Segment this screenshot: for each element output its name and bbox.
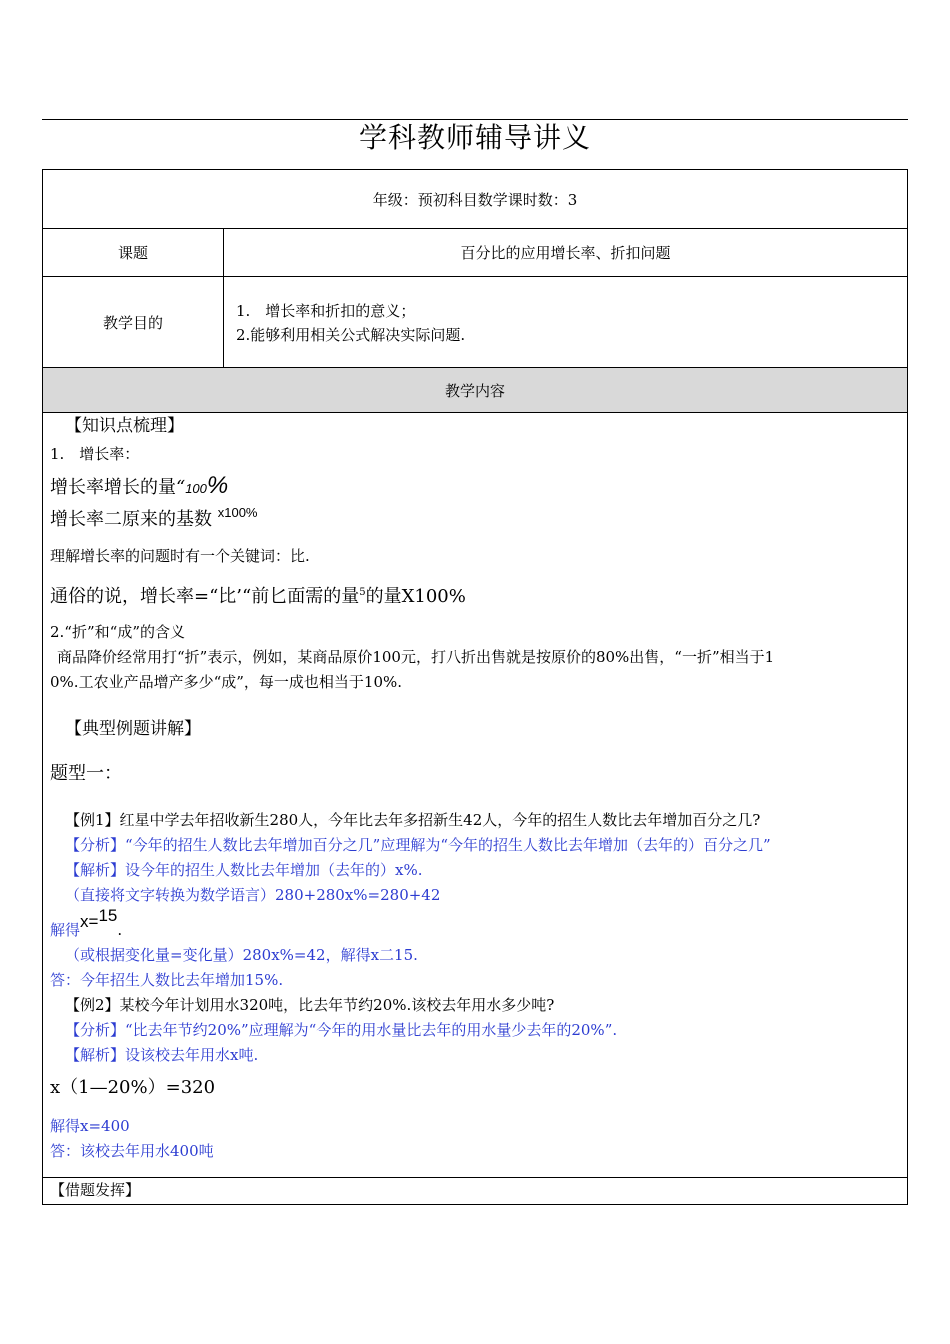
growth-formula-2 (50, 507, 257, 534)
popular-text: 通俗的说，增长率=“比’“前匕面需的量 (50, 586, 360, 607)
discount-desc-2: 0%.工农业产品增产多少“成”，每一成也相当于10%. (50, 673, 403, 691)
solution-2: 【解析】设该校去年用水x吨. (65, 1046, 259, 1064)
footer-heading: 【借题发挥】 (50, 1181, 141, 1199)
formula-quote: “ (176, 477, 186, 498)
example-2: 【例2】某校今年计划用水320吨，比去年节约20%.该校去年用水多少吨? (65, 996, 555, 1014)
content-header: 教学内容 (444, 381, 505, 400)
objective-label: 教学目的 (43, 277, 224, 367)
solve-x: x= (80, 912, 99, 931)
objective-item: 1. 增长率和折扣的意义； (236, 302, 416, 320)
objective-list (224, 277, 907, 367)
formula-text: 增长率增长的量 (50, 477, 176, 498)
footer-row (43, 1178, 907, 1204)
knowledge-item-2: 2.“折”和“成”的含义 (50, 623, 185, 641)
topic-row (43, 229, 907, 277)
solution-1: 【解析】设今年的招生人数比去年增加（去年的）x%. (65, 861, 423, 879)
analysis-2: 【分析】“比去年节约20%”应理解为“今年的用水量比去年的用水量少去年的20%”. (65, 1021, 618, 1039)
answer-1: 答：今年招生人数比去年增加15%. (50, 971, 284, 989)
answer-2: 答：该校去年用水400吨 (50, 1142, 214, 1160)
solve-label: 解得 (50, 921, 81, 939)
popular-tail: 的量X100% (365, 586, 466, 607)
topic-label: 课题 (43, 229, 224, 276)
objective-row (43, 277, 907, 368)
info-line: 年级：预初科目数学课时数：3 (372, 190, 578, 209)
formula-text: 增长率二原来的基数 (50, 509, 212, 530)
analysis-1: 【分析】“今年的招生人数比去年增加百分之几”应理解为“今年的招生人数比去年增加（去年的）百分之几” (65, 836, 771, 854)
knowledge-item-1: 1. 增长率： (50, 445, 140, 463)
solve-sup: 15 (98, 906, 118, 925)
formula-percent: % (206, 472, 229, 499)
alt-solution-1: （或根据变化量=变化量）280x%=42，解得x二15. (65, 946, 418, 964)
growth-formula-1 (50, 473, 228, 502)
key-line: 理解增长率的问题时有一个关键词：比. (50, 547, 310, 565)
content-header-row (43, 368, 907, 413)
example-1: 【例1】红星中学去年招收新生280人，今年比去年多招新生42人，今年的招生人数比去年增加百分之几? (65, 811, 761, 829)
translate-1: （直接将文字转换为数学语言）280+280x%=280+42 (65, 886, 441, 904)
formula-small: 100 (185, 481, 207, 496)
objective-item: 2.能够利用相关公式解决实际问题. (236, 326, 466, 344)
popular-formula (50, 585, 466, 612)
solve-2: 解得x=400 (50, 1117, 130, 1135)
examples-heading: 【典型例题讲解】 (65, 719, 201, 739)
info-row (43, 170, 907, 229)
lesson-table (42, 169, 908, 1205)
knowledge-heading: 【知识点梳理】 (65, 416, 184, 436)
type-one-heading: 题型一： (50, 763, 122, 784)
topic-value: 百分比的应用增长率、折扣问题 (460, 244, 671, 262)
page-title: 学科教师辅导讲义 (358, 121, 591, 154)
discount-desc-1: 商品降价经常用打“折”表示，例如，某商品原价100元，打八折出售就是按原价的80%出售，“一折”相当于1 (57, 648, 775, 666)
equation-2: x（1—20%）=320 (50, 1077, 216, 1098)
popular-sup: 5 (359, 587, 366, 598)
content-body (43, 413, 907, 1178)
solve-dot: . (117, 921, 123, 939)
formula-sup: x100% (217, 505, 258, 520)
solve-1 (50, 906, 123, 943)
